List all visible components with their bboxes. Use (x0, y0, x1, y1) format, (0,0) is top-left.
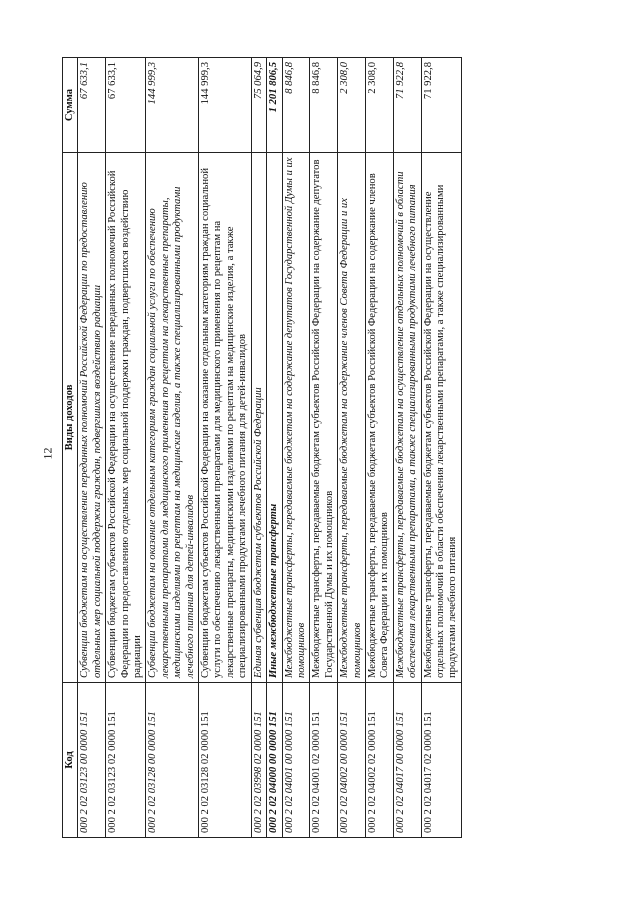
row-sum: 2 308,0 (365, 58, 393, 153)
row-name: Иные межбюджетные трансферты (267, 153, 282, 683)
table-row (365, 58, 393, 838)
table-row (146, 58, 199, 838)
row-code: 000 2 02 03998 02 0000 151 (251, 683, 266, 838)
row-name: Межбюджетные трансферты, передаваемые бюджетам субъектов Российской Федерации на осуществление отдельных полномочий в области обеспечения лекарственными препаратами, а также специализированными продуктами лечебного питания (421, 153, 461, 683)
row-code: 000 2 02 03123 00 0000 151 (78, 683, 106, 838)
row-code: 000 2 02 04002 00 0000 151 (338, 683, 366, 838)
header-name: Виды доходов (63, 153, 78, 683)
row-sum: 8 846,8 (310, 58, 338, 153)
table-row (338, 58, 366, 838)
row-name: Межбюджетные трансферты, передаваемые бюджетам на осуществление отдельных полномочий в области обеспечения лекарственными препаратами, а также специализированными продуктами лечебного питания (393, 153, 421, 683)
table-row (421, 58, 461, 838)
row-name: Единая субвенция бюджетам субъектов Российской Федерации (251, 153, 266, 683)
header-code: Код (63, 683, 78, 838)
row-sum: 67 633,1 (78, 58, 106, 153)
row-code: 000 2 02 04000 00 0000 151 (267, 683, 282, 838)
row-sum: 71 922,8 (421, 58, 461, 153)
table-row (78, 58, 106, 838)
row-sum: 75 064,9 (251, 58, 266, 153)
row-code: 000 2 02 04017 02 0000 151 (421, 683, 461, 838)
row-name: Межбюджетные трансферты, передаваемые бюджетам субъектов Российской Федерации на содержание депутатов Государственной Думы и их помощников (310, 153, 338, 683)
row-sum: 67 633,1 (106, 58, 146, 153)
header-sum: Сумма (63, 58, 78, 153)
row-code: 000 2 02 03128 00 0000 151 (146, 683, 199, 838)
page-number-text: 12 (40, 447, 55, 459)
row-sum: 8 846,8 (282, 58, 310, 153)
row-sum: 144 999,3 (199, 58, 252, 153)
row-name: Межбюджетные трансферты, передаваемые бюджетам субъектов Российской Федерации на содержание членов Совета Федерации и их помощников (365, 153, 393, 683)
row-code: 000 2 02 04001 02 0000 151 (310, 683, 338, 838)
rotated-table-container (62, 58, 552, 838)
row-sum: 144 999,3 (146, 58, 199, 153)
table-row (267, 58, 282, 838)
row-sum: 2 308,0 (338, 58, 366, 153)
table-row (310, 58, 338, 838)
row-sum: 1 201 806,5 (267, 58, 282, 153)
row-name: Межбюджетные трансферты, передаваемые бюджетам на содержание депутатов Государственной Думы и их помощников (282, 153, 310, 683)
table-row (393, 58, 421, 838)
row-name: Субвенции бюджетам субъектов Российской Федерации на оказание отдельным категориям граждан социальной услуги по обеспечению лекарственными препаратами для медицинского применения по рецептам на лекарственные препараты, медицинскими изделиями по рецептам на медицинские изделия, а также специализированными продуктами лечебного питания для детей-инвалидов (199, 153, 252, 683)
row-code: 000 2 02 03128 02 0000 151 (199, 683, 252, 838)
row-name: Субвенции бюджетам на осуществление переданных полномочий Российской Федерации по предоставлению отдельных мер социальной поддержки граждан, подвергшихся воздействию радиации (78, 153, 106, 683)
row-code: 000 2 02 03123 02 0000 151 (106, 683, 146, 838)
table-row (282, 58, 310, 838)
revenue-table (62, 57, 462, 838)
row-code: 000 2 02 04017 00 0000 151 (393, 683, 421, 838)
row-name: Межбюджетные трансферты, передаваемые бюджетам на содержание членов Совета Федерации и их помощников (338, 153, 366, 683)
table-body (78, 58, 461, 838)
table-row (251, 58, 266, 838)
table-header-row (63, 58, 78, 838)
row-code: 000 2 02 04001 00 0000 151 (282, 683, 310, 838)
row-name: Субвенции бюджетам на оказание отдельным категориям граждан социальной услуги по обеспечению лекарственными препаратами для медицинского применения по рецептам на лекарственные препараты, медицинскими изделиями по рецептам на медицинские изделия, а также специализированными продуктами лечебного питания для детей-инвалидов (146, 153, 199, 683)
row-code: 000 2 02 04002 02 0000 151 (365, 683, 393, 838)
table-row (199, 58, 252, 838)
table-row (106, 58, 146, 838)
row-sum: 71 922,8 (393, 58, 421, 153)
row-name: Субвенции бюджетам субъектов Российской Федерации на осуществление переданных полномочий Российской Федерации по предоставлению отдельных мер социальной поддержки граждан, подвергшихся воздействию радиации (106, 153, 146, 683)
page-number (38, 437, 58, 469)
